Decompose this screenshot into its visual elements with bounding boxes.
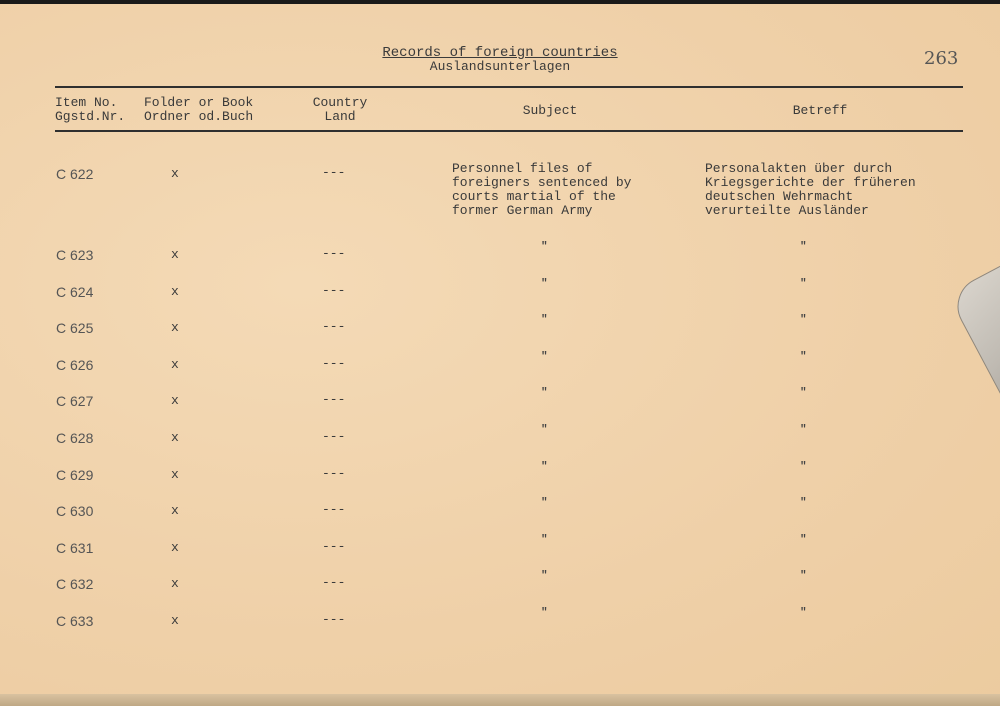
item-number: C 622 bbox=[56, 166, 94, 182]
page-number: 263 bbox=[924, 48, 959, 69]
column-header-country-de: Land bbox=[324, 109, 356, 124]
subject-ditto: " bbox=[541, 570, 548, 583]
folder-mark: x bbox=[171, 283, 179, 299]
index-tab bbox=[947, 260, 1000, 428]
column-header-country bbox=[300, 96, 380, 124]
subject-line: courts martial of the bbox=[452, 189, 616, 204]
title-block bbox=[330, 46, 670, 73]
column-header-folder-en: Folder or Book bbox=[144, 95, 254, 110]
country-dash: --- bbox=[322, 282, 346, 298]
header-bottom-rule bbox=[55, 130, 963, 132]
subject-ditto: " bbox=[541, 533, 548, 546]
betreff-ditto: " bbox=[800, 314, 807, 327]
column-header-item-de: Ggstd.Nr. bbox=[55, 109, 126, 124]
page-bottom-edge bbox=[0, 694, 1000, 706]
betreff-ditto: " bbox=[800, 387, 807, 400]
country-dash: --- bbox=[322, 246, 346, 261]
folder-mark: x bbox=[171, 539, 179, 555]
folder-mark: x bbox=[171, 393, 179, 409]
subject-ditto: " bbox=[541, 424, 548, 436]
country-dash: --- bbox=[322, 465, 346, 481]
header-top-rule bbox=[55, 86, 963, 88]
country-dash: --- bbox=[322, 355, 346, 371]
subject-ditto: " bbox=[541, 314, 548, 327]
column-header-folder-de: Ordner od.Buch bbox=[144, 109, 254, 124]
betreff-line: Personalakten über durch bbox=[705, 161, 893, 176]
first-row-subject bbox=[452, 162, 631, 218]
document-page bbox=[0, 4, 1000, 706]
subject-ditto: " bbox=[541, 460, 548, 473]
item-number: C 625 bbox=[56, 320, 94, 337]
folder-mark: x bbox=[171, 613, 179, 628]
item-number: C 624 bbox=[56, 283, 94, 300]
subject-line: former German Army bbox=[452, 203, 593, 218]
country-dash: --- bbox=[322, 429, 346, 444]
item-number: C 631 bbox=[56, 539, 94, 556]
subject-ditto: " bbox=[541, 241, 548, 253]
folder-mark: x bbox=[171, 166, 179, 181]
subject-ditto: " bbox=[541, 607, 548, 619]
document-subtitle: Auslandsunterlagen bbox=[429, 59, 571, 74]
folder-mark: x bbox=[171, 247, 179, 262]
subject-line: Personnel files of bbox=[452, 161, 593, 176]
folder-mark: x bbox=[171, 576, 179, 592]
folder-mark: x bbox=[171, 356, 179, 372]
item-number: C 629 bbox=[56, 466, 94, 483]
column-header-item-en: Item No. bbox=[55, 95, 118, 110]
folder-mark: x bbox=[171, 320, 179, 336]
betreff-ditto: " bbox=[800, 350, 807, 363]
betreff-ditto: " bbox=[800, 241, 807, 253]
betreff-line: deutschen Wehrmacht bbox=[705, 189, 854, 204]
column-header-betreff: Betreff bbox=[792, 103, 848, 118]
betreff-ditto: " bbox=[800, 424, 807, 436]
column-header-folder bbox=[144, 96, 253, 124]
country-dash: --- bbox=[322, 319, 346, 335]
item-number: C 633 bbox=[56, 613, 94, 629]
country-dash: --- bbox=[322, 392, 346, 408]
betreff-ditto: " bbox=[800, 497, 807, 510]
betreff-ditto: " bbox=[800, 277, 807, 290]
column-header-subject: Subject bbox=[522, 103, 578, 118]
betreff-ditto: " bbox=[800, 570, 807, 583]
betreff-ditto: " bbox=[800, 460, 807, 473]
subject-ditto: " bbox=[541, 497, 548, 510]
betreff-line: verurteilte Ausländer bbox=[705, 203, 869, 218]
subject-ditto: " bbox=[541, 277, 548, 290]
item-number: C 632 bbox=[56, 576, 94, 593]
betreff-ditto: " bbox=[800, 607, 807, 619]
country-dash: --- bbox=[322, 502, 346, 518]
folder-mark: x bbox=[171, 430, 179, 445]
betreff-ditto: " bbox=[800, 533, 807, 546]
item-number: C 627 bbox=[56, 393, 94, 410]
folder-mark: x bbox=[171, 466, 179, 482]
folder-mark: x bbox=[171, 503, 179, 519]
country-dash: --- bbox=[322, 165, 346, 180]
item-number: C 626 bbox=[56, 356, 94, 373]
item-number: C 630 bbox=[56, 503, 94, 520]
subject-line: foreigners sentenced by bbox=[452, 175, 632, 190]
item-number: C 628 bbox=[56, 430, 94, 446]
country-dash: --- bbox=[322, 538, 346, 554]
subject-ditto: " bbox=[541, 387, 548, 400]
first-row-betreff bbox=[705, 162, 916, 218]
document-title: Records of foreign countries bbox=[382, 45, 618, 61]
country-dash: --- bbox=[322, 575, 346, 591]
country-dash: --- bbox=[322, 612, 346, 627]
subject-ditto: " bbox=[541, 350, 548, 363]
column-header-item bbox=[55, 96, 125, 124]
betreff-line: Kriegsgerichte der früheren bbox=[705, 175, 916, 190]
item-number: C 623 bbox=[56, 247, 94, 263]
column-header-country-en: Country bbox=[312, 95, 368, 110]
